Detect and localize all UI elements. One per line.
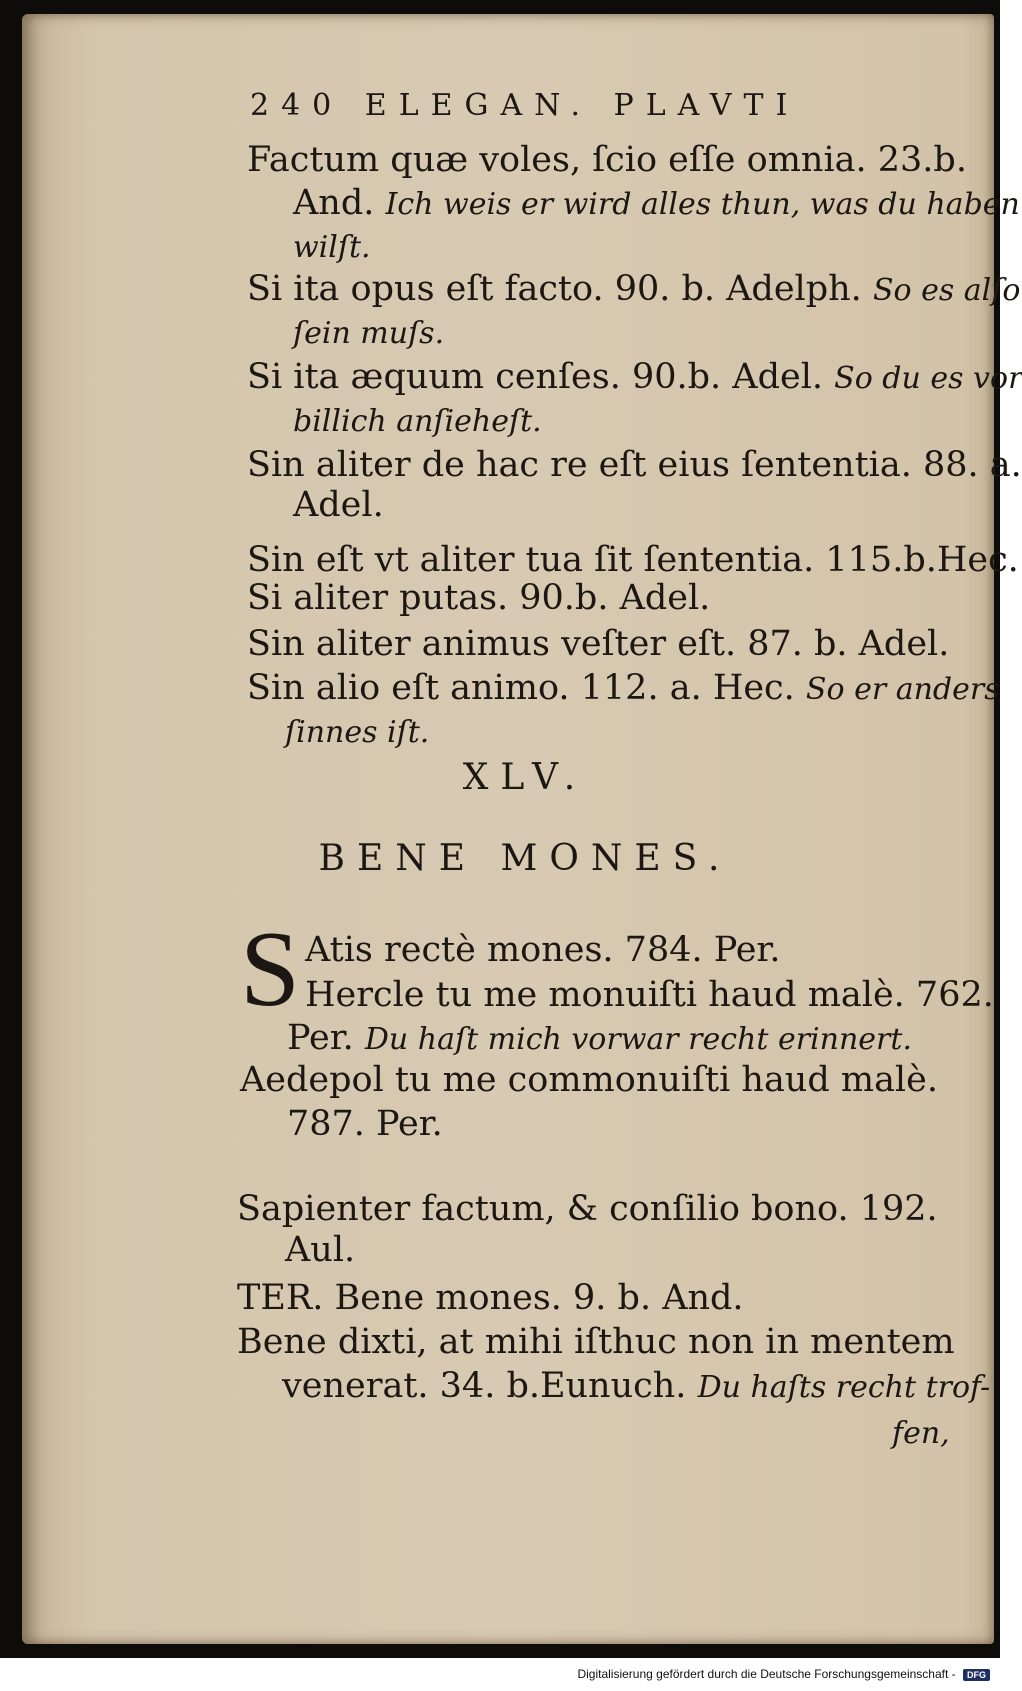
latin-text: Sin aliter animus veſter eſt. 87. b. Adel. bbox=[247, 624, 950, 664]
german-text: ſinnes iſt. bbox=[285, 715, 430, 750]
text-line bbox=[237, 1322, 955, 1364]
german-text: So es alſo bbox=[872, 273, 1021, 308]
section-number: XLV. bbox=[462, 757, 588, 798]
text-line bbox=[237, 1189, 938, 1231]
text-line bbox=[247, 269, 1020, 311]
latin-text: Aul. bbox=[285, 1230, 356, 1270]
drop-capital: S bbox=[240, 910, 301, 1029]
german-text: ſein muſs. bbox=[293, 316, 445, 351]
latin-text: Sin aliter de hac re eſt eius ſententia. 88. a. bbox=[247, 445, 1022, 485]
latin-text: Sapienter factum, & conſilio bono. 192. bbox=[237, 1189, 938, 1229]
text-line bbox=[282, 1366, 990, 1408]
latin-text: TER. Bene mones. 9. b. And. bbox=[237, 1278, 744, 1318]
latin-text: Bene dixti, at mihi iſthuc non in mentem bbox=[237, 1322, 955, 1362]
german-text: So er anders bbox=[805, 672, 1000, 707]
text-line bbox=[293, 312, 444, 354]
latin-text: Sin alio eſt animo. 112. a. Hec. bbox=[247, 668, 795, 708]
latin-text: Si ita opus eſt facto. 90. b. Adelph. bbox=[247, 269, 862, 309]
german-text: Du haſt mich vorwar recht erinnert. bbox=[364, 1022, 912, 1057]
latin-text: 787. Per. bbox=[287, 1104, 443, 1144]
german-text: Du haſts recht trof- bbox=[697, 1370, 991, 1405]
latin-text: Atis rectè mones. 784. Per. bbox=[305, 930, 781, 970]
text-line bbox=[240, 1060, 938, 1102]
text-line bbox=[293, 183, 1020, 225]
text-line bbox=[247, 668, 1000, 710]
text-line bbox=[293, 400, 542, 442]
text-line bbox=[247, 578, 710, 620]
text-line bbox=[287, 1018, 912, 1060]
text-line bbox=[247, 540, 1019, 582]
latin-text: And. bbox=[293, 183, 375, 223]
german-text: Ich weis er wird alles thun, was du haben bbox=[385, 187, 1020, 222]
text-line bbox=[237, 1278, 744, 1320]
text-line bbox=[247, 445, 1022, 487]
latin-text: Per. bbox=[287, 1018, 354, 1058]
text-line bbox=[287, 1104, 443, 1146]
text-line bbox=[892, 1412, 950, 1454]
text-line bbox=[285, 711, 429, 753]
latin-text: Si aliter putas. 90.b. Adel. bbox=[247, 578, 711, 618]
latin-text: Hercle tu me monuiſti haud malè. 762. bbox=[305, 975, 994, 1015]
latin-text: venerat. 34. b.Eunuch. bbox=[282, 1366, 687, 1406]
latin-text: Sin eſt vt aliter tua ſit ſententia. 115.b.Hec. bbox=[247, 540, 1019, 580]
running-header: 240 ELEGAN. PLAVTI bbox=[250, 88, 800, 123]
latin-text: Adel. bbox=[293, 485, 384, 525]
german-text: wilſt. bbox=[293, 230, 371, 265]
text-line bbox=[305, 930, 780, 972]
german-text: billich anſieheſt. bbox=[293, 404, 542, 439]
german-text: fen, bbox=[892, 1416, 950, 1451]
dfg-logo-icon: DFG bbox=[963, 1669, 990, 1681]
text-line bbox=[247, 624, 949, 666]
funding-credit bbox=[0, 1660, 990, 1688]
latin-text: Si ita æquum cenſes. 90.b. Adel. bbox=[247, 357, 824, 397]
funding-credit-text: Digitalisierung gefördert durch die Deutsche Forschungsgemeinschaft - bbox=[577, 1667, 956, 1681]
section-title: BENE MONES. bbox=[318, 838, 732, 879]
latin-text: Aedepol tu me commonuiſti haud malè. bbox=[240, 1060, 938, 1100]
text-line bbox=[293, 485, 384, 527]
text-line bbox=[285, 1230, 355, 1272]
text-line bbox=[305, 975, 994, 1017]
text-line bbox=[293, 226, 371, 268]
latin-text: Factum quæ voles, ſcio eſſe omnia. 23.b. bbox=[247, 140, 967, 180]
german-text: So du es vor bbox=[834, 361, 1022, 396]
text-line bbox=[247, 357, 1022, 399]
text-line bbox=[247, 140, 967, 182]
